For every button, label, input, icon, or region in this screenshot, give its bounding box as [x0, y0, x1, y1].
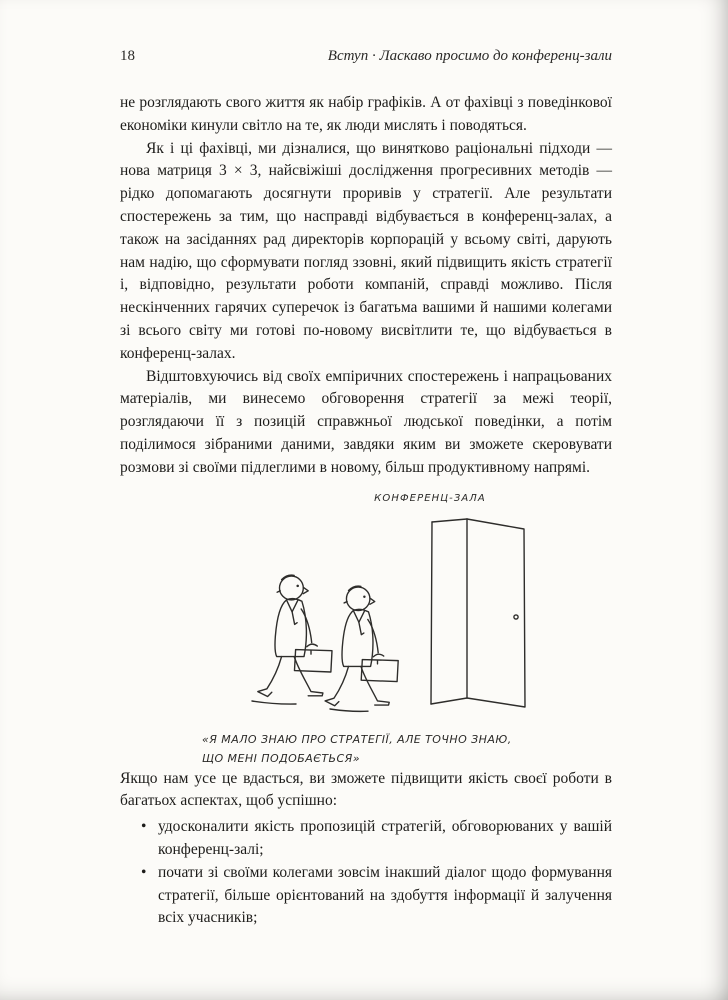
page-header [120, 48, 612, 65]
cartoon-figure [120, 488, 612, 768]
door [431, 519, 525, 707]
caption-line: «Я МАЛО ЗНАЮ ПРО СТРАТЕГІЇ, АЛЕ ТОЧНО ЗНАЮ, [202, 732, 512, 746]
list-item [120, 862, 612, 930]
text-column [120, 48, 612, 930]
ground-line [252, 701, 296, 704]
list-item [120, 816, 612, 862]
ground-line [330, 709, 368, 711]
businessman-2 [325, 586, 398, 706]
bullet-list [120, 816, 612, 930]
door-sign-label: КОНФЕРЕНЦ-ЗАЛА [374, 492, 486, 504]
paragraph: не розглядають свого життя як набір графіків. А от фахівці з поведінкової економіки кинули світло на те, як люди мислять і поводяться. [120, 94, 612, 134]
paragraph: Якщо нам усе це вдасться, ви зможете підвищити якість своєї роботи в багатьох аспектах, щоб успішно: [120, 769, 612, 810]
cartoon-illustration [180, 488, 610, 728]
bullet-marker: • [141, 863, 147, 881]
cartoon-caption [202, 730, 612, 768]
paragraph: Як і ці фахівці, ми дізналися, що винятково раціональні підходи — нова матриця 3 × 3, найсвіжіші дослідження прогресивних методів — рідко допомагають досягнути проривів у стратегії. Але результати спостережень за тим, що насправді відбувається в конференц-залах, а також на засіданнях рад директорів корпорацій у всьому світі, дарують нам надію, що сформувати погляд ззовні, який підвищить якість стратегії і, відповідно, результати роботи компаній, справді можливо. Після нескінченних гарячих суперечок із багатьма вашими й нашими колегами зі всього світу ми готові по-новому висвітлити те, що відбувається в конференц-залах. [120, 139, 612, 362]
body-text [120, 92, 612, 930]
paragraph: Відштовхуючись від своїх емпіричних спостережень і напрацьованих матеріалів, ми винесемо обговорення стратегії за межі теорії, розглядаючи її з позицій справжньої людської поведінки, а потім поділимося зібраними даними, завдяки яким ви зможете скеровувати розмови зі своїми підлеглими в новому, більш продуктивному напрямі. [120, 367, 612, 476]
caption-line: ЩО МЕНІ ПОДОБАЄТЬСЯ» [202, 751, 360, 765]
list-item-text: удосконалити якість пропозицій стратегій, обговорюваних у вашій конференц-залі; [158, 818, 612, 858]
page-number: 18 [120, 48, 135, 64]
bullet-marker: • [141, 818, 147, 836]
running-head: Вступ · Ласкаво просимо до конференц-зали [327, 48, 612, 64]
list-item-text: почати зі своїми колегами зовсім інакший діалог щодо формування стратегії, більше орієнтований на здобуття інформації й залучення всіх учасників; [158, 863, 612, 927]
businessman-1 [258, 575, 332, 696]
